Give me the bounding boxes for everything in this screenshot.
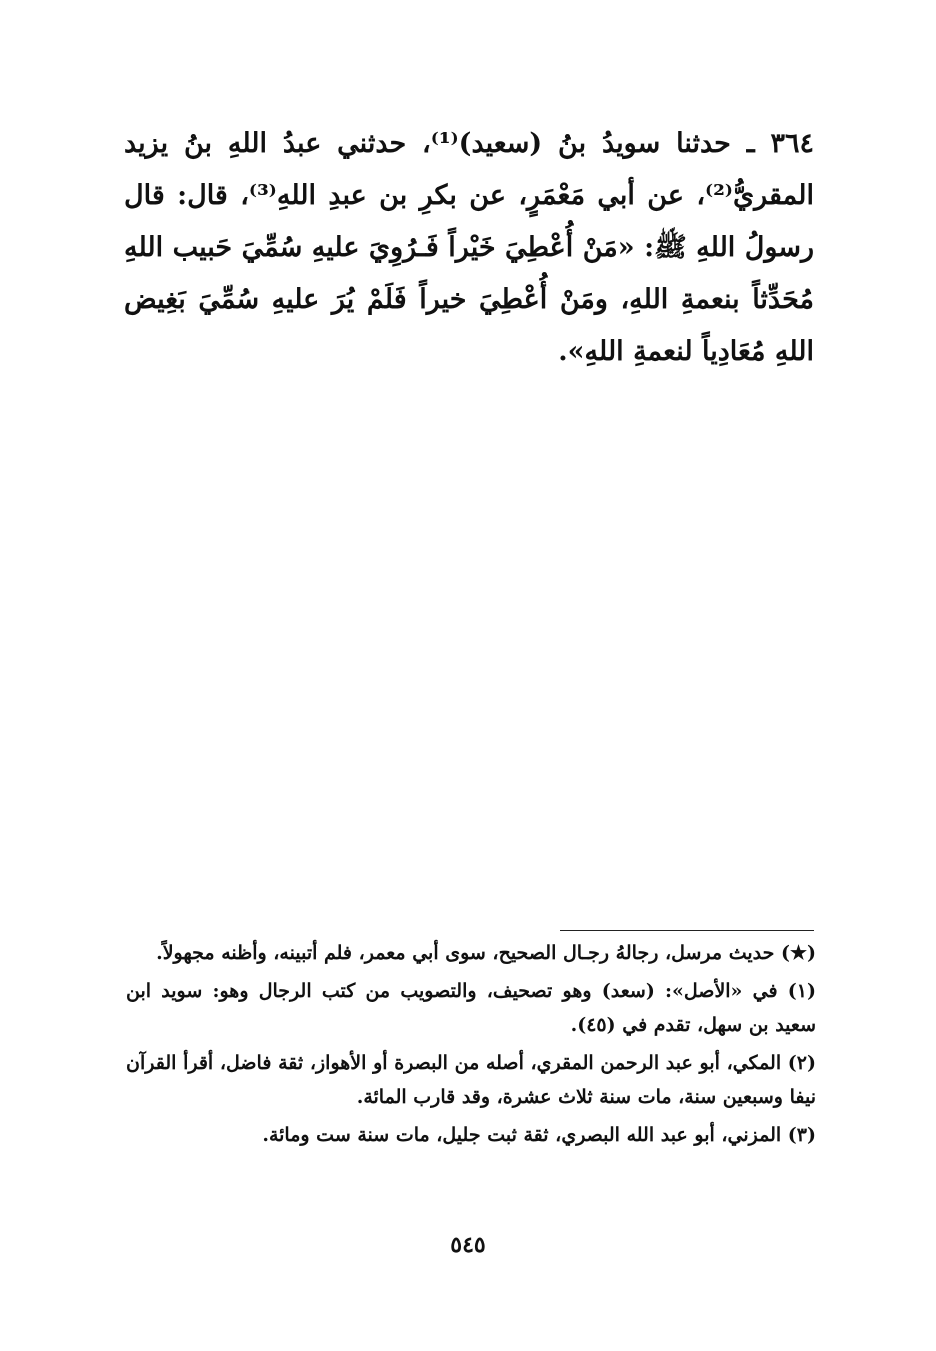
hadith-paragraph: ٣٦٤ ـ حدثنا سويدُ بنُ (سعيد)⁽¹⁾، حدثني عبدُ اللهِ بنُ يزيد المقريُّ⁽²⁾، عن أبي مَعْمَرٍ، عن بكرِ بن عبدِ اللهِ⁽³⁾، قال: قال رسولُ اللهِ ﷺ: «مَنْ أُعْطِيَ خَيْراً فَـرُوِيَ عليهِ سُمِّيَ حَبيب اللهِ مُحَدِّثاً بنعمةِ اللهِ، ومَنْ أُعْطِيَ خيراً فَلَمْ يُرَ عليهِ سُمِّيَ بَغِيض اللهِ مُعَادِياً لنعمةِ اللهِ». bbox=[124, 128, 814, 367]
footnote-3: (٣) المزني، أبو عبد الله البصري، ثقة ثبت جليل، مات سنة ست ومائة. bbox=[262, 1124, 816, 1146]
hadith-text-block bbox=[124, 118, 814, 378]
footnotes-section bbox=[126, 936, 816, 1156]
page-number: ٥٤٥ bbox=[450, 1232, 486, 1258]
footnote-star: (★) حديث مرسل، رجالهُ رجـال الصحيح، سوى أبي معمر، فلم أتبينه، وأظنه مجهولاً. bbox=[156, 942, 816, 964]
footnote-1: (١) في «الأصل»: (سعد) وهو تصحيف، والتصويب من كتب الرجال وهو: سويد ابن سعيد بن سهل، تقدم في (٤٥). bbox=[126, 980, 816, 1036]
footnote-2: (٢) المكي، أبو عبد الرحمن المقري، أصله من البصرة أو الأهواز، ثقة فاضل، أقرأ القرآن نيفا وسبعين سنة، مات سنة ثلاث عشرة، وقد قارب المائة. bbox=[126, 1052, 816, 1108]
footnote-separator bbox=[560, 930, 814, 931]
